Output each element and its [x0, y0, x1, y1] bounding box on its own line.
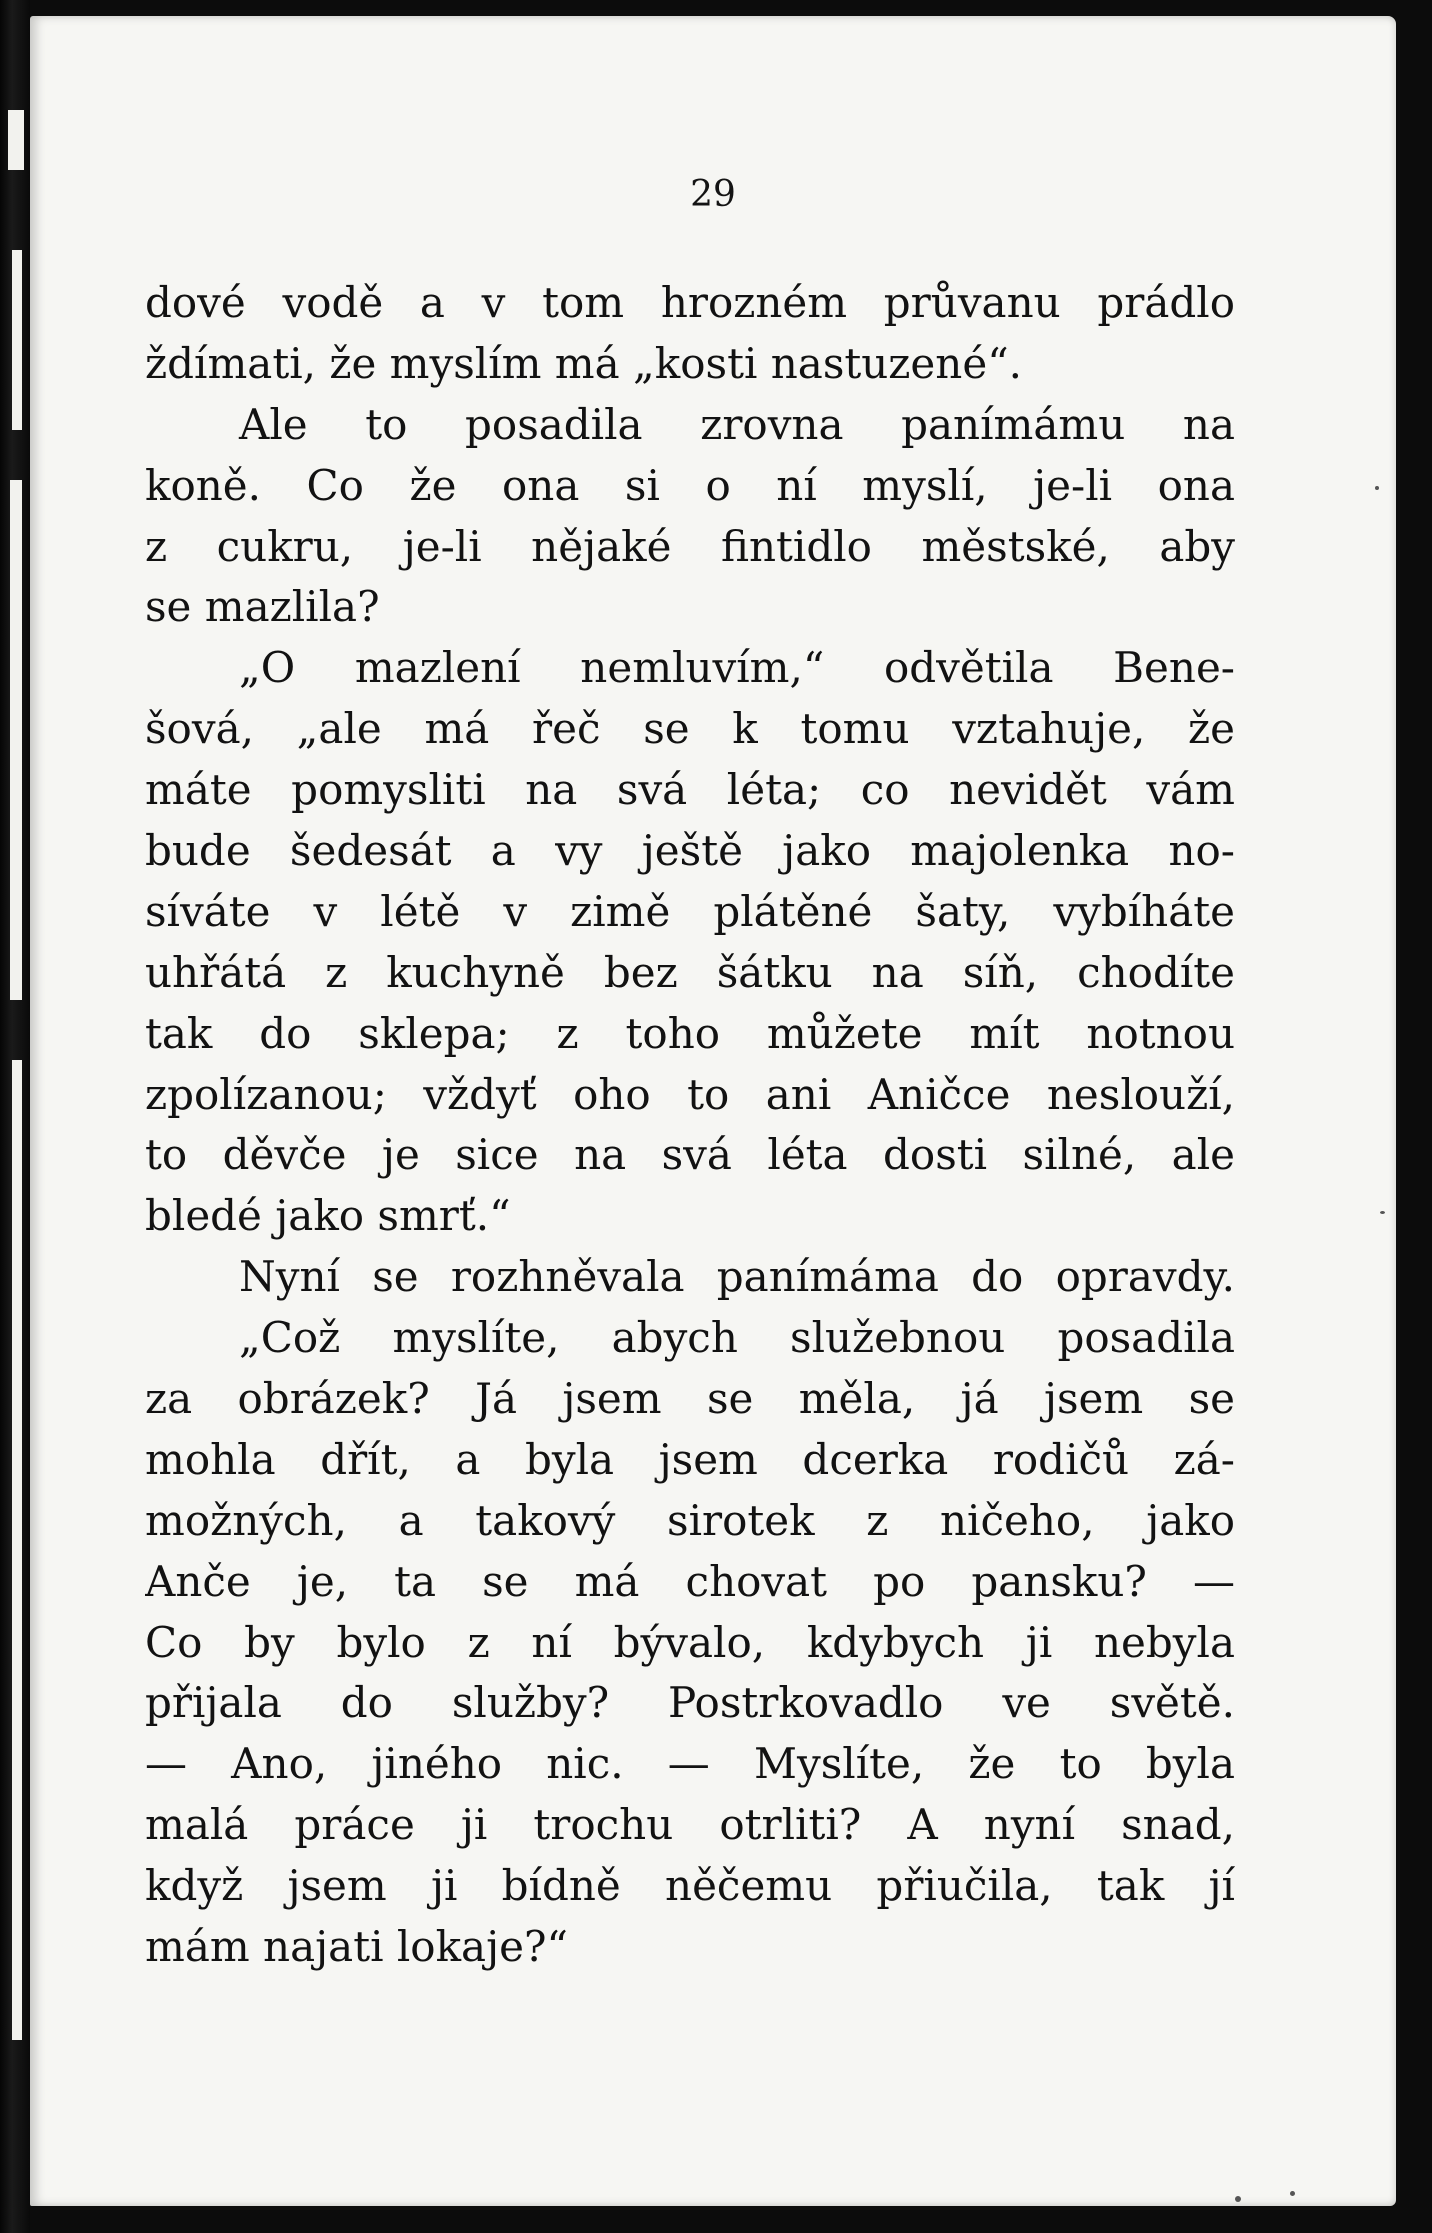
text-line: z cukru, je-li nějaké fintidlo městské, aby — [145, 521, 1235, 571]
page-number: 29 — [690, 174, 736, 215]
text-line: „O mazlení nemluvím,“ odvětila Bene- — [239, 643, 1235, 693]
text-line: ždímati, že myslím má „kosti nastuzené“. — [145, 338, 1023, 388]
text-line: mám najati lokaje?“ — [145, 1922, 568, 1972]
text-line: zpolízanou; vždyť oho to ani Aničce neslouží, — [145, 1069, 1235, 1119]
text-line: možných, a takový sirotek z ničeho, jako — [145, 1495, 1235, 1545]
text-line: bledé jako smrť.“ — [145, 1191, 511, 1241]
spine-edge-highlight — [8, 110, 24, 170]
text-line: bude šedesát a vy ještě jako majolenka no- — [145, 826, 1235, 876]
paper-speck — [1235, 2196, 1241, 2202]
text-line: máte pomysliti na svá léta; co nevidět vám — [145, 765, 1235, 815]
text-line: Co by bylo z ní bývalo, kdybych ji nebyla — [145, 1617, 1235, 1667]
spine-edge-highlight — [12, 250, 22, 430]
book-page — [30, 16, 1396, 2206]
text-line: uhřátá z kuchyně bez šátku na síň, chodíte — [145, 947, 1235, 997]
text-line: dové vodě a v tom hrozném průvanu prádlo — [145, 278, 1235, 327]
text-line: tak do sklepa; z toho můžete mít notnou — [145, 1008, 1235, 1058]
text-line: — Ano, jiného nic. — Myslíte, že to byla — [145, 1739, 1235, 1789]
text-line: za obrázek? Já jsem se měla, já jsem se — [145, 1374, 1235, 1424]
text-line: mohla dřít, a byla jsem dcerka rodičů zá- — [145, 1434, 1235, 1484]
text-line: se mazlila? — [145, 582, 380, 632]
text-line: Nyní se rozhněvala panímáma do opravdy. — [239, 1252, 1235, 1302]
text-line: šová, „ale má řeč se k tomu vztahuje, že — [145, 704, 1235, 754]
text-line: přijala do služby? Postrkovadlo ve světě. — [145, 1678, 1235, 1728]
paper-speck — [1380, 1211, 1385, 1214]
text-line: koně. Co že ona si o ní myslí, je-li ona — [145, 460, 1235, 510]
text-line: malá práce ji trochu otrliti? A nyní snad, — [145, 1800, 1235, 1850]
spine-edge-highlight — [12, 1060, 22, 2040]
paper-speck — [1290, 2191, 1295, 2196]
book-spine — [0, 0, 30, 2233]
text-line: síváte v létě v zimě plátěné šaty, vybíháte — [145, 886, 1235, 936]
body-text — [145, 273, 1235, 1978]
text-line: „Což myslíte, abych služebnou posadila — [239, 1313, 1235, 1363]
paper-speck — [1375, 486, 1379, 490]
spine-edge-highlight — [10, 480, 22, 1000]
text-line: to děvče je sice na svá léta dosti silné, ale — [145, 1130, 1235, 1180]
text-line: Anče je, ta se má chovat po pansku? — — [145, 1556, 1235, 1606]
text-line: Ale to posadila zrovna panímámu na — [239, 399, 1235, 449]
text-line: když jsem ji bídně něčemu přiučila, tak jí — [145, 1861, 1235, 1911]
